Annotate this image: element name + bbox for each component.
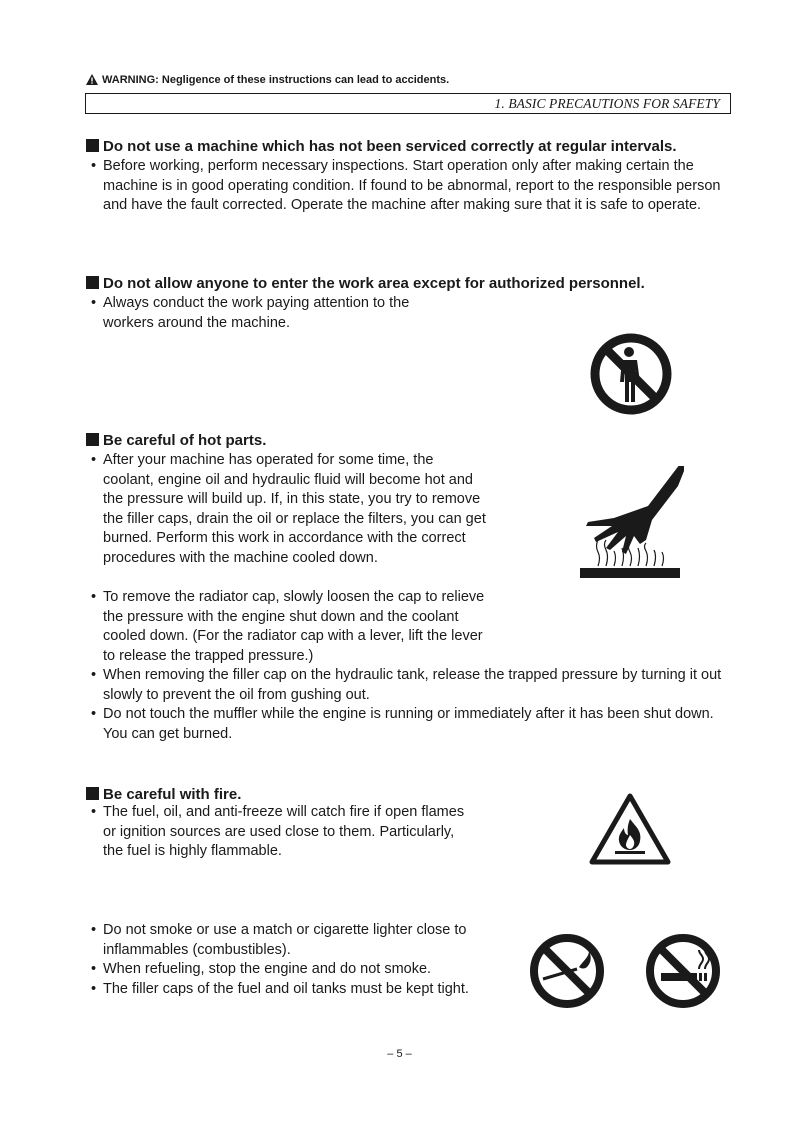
bullet-item xyxy=(91,157,723,216)
bullet-text: To remove the radiator cap, slowly loosen the cap to relieve the pressure with the engine shut down and the coolant cooled down. (For the radiator cap with a lever, lift the lever to release the trapped pressure.) xyxy=(103,589,485,664)
no-smoking-icon xyxy=(645,933,721,1009)
bullet-dot: • xyxy=(91,981,97,997)
bullet-item xyxy=(91,294,446,333)
section-title: 1. BASIC PRECAUTIONS FOR SAFETY xyxy=(494,96,720,111)
page-number: – 5 – xyxy=(387,1048,412,1060)
heading-text: Do not use a machine which has not been serviced correctly at regular intervals. xyxy=(103,138,677,155)
bullet-item xyxy=(91,921,486,960)
bullet-dot: • xyxy=(91,158,97,174)
bullet-item xyxy=(91,451,486,569)
bullet-dot: • xyxy=(91,706,97,722)
bullet-text: The fuel, oil, and anti-freeze will catch fire if open flames or ignition sources are used close to them. Particularly, the fuel is highly flammable. xyxy=(103,804,465,860)
bullet-text: Do not touch the muffler while the engine is running or immediately after it has been shut down. You can get burned. xyxy=(103,706,714,742)
warning-text: WARNING: Negligence of these instructions can lead to accidents. xyxy=(102,74,450,86)
section-title-box xyxy=(85,93,731,114)
bullet-dot: • xyxy=(91,452,97,468)
flammable-warning-icon xyxy=(589,793,671,865)
heading-text: Do not allow anyone to enter the work area except for authorized personnel. xyxy=(103,275,645,292)
heading-text: Be careful with fire. xyxy=(103,786,242,803)
section-heading-authorized-personnel xyxy=(86,275,645,292)
bullet-text: After your machine has operated for some time, the coolant, engine oil and hydraulic fluid will become hot and the pressure will build up. If, in this state, you try to remove the filler caps, drain the oil or replace the filters, you can get burned. Perform this work in accordance with the correct procedures with the machine cooled down. xyxy=(103,452,486,566)
bullet-text: Do not smoke or use a match or cigarette lighter close to inflammables (combustibles). xyxy=(103,922,467,958)
bullet-item xyxy=(91,666,736,705)
bullet-dot: • xyxy=(91,589,97,605)
section-heading-fire xyxy=(86,786,241,803)
section-heading-hot-parts xyxy=(86,432,266,449)
section-heading-servicing xyxy=(86,138,677,155)
no-entry-person-icon xyxy=(589,332,673,416)
square-bullet-icon xyxy=(86,787,99,800)
heading-text: Be careful of hot parts. xyxy=(103,432,267,449)
square-bullet-icon xyxy=(86,276,99,289)
bullet-text: Always conduct the work paying attention to the workers around the machine. xyxy=(103,295,410,331)
bullet-dot: • xyxy=(91,667,97,683)
bullet-text: The filler caps of the fuel and oil tanks must be kept tight. xyxy=(103,981,469,997)
warning-notice xyxy=(86,74,449,86)
bullet-dot: • xyxy=(91,295,97,311)
bullet-item xyxy=(91,705,723,744)
no-open-flame-icon xyxy=(529,933,605,1009)
bullet-item xyxy=(91,980,486,1000)
hot-surface-hand-icon xyxy=(578,466,684,580)
bullet-item xyxy=(91,960,486,980)
bullet-item xyxy=(91,588,486,666)
bullet-item xyxy=(91,803,466,862)
bullet-dot: • xyxy=(91,804,97,820)
square-bullet-icon xyxy=(86,139,99,152)
bullet-text: When refueling, stop the engine and do not smoke. xyxy=(103,961,432,977)
bullet-dot: • xyxy=(91,961,97,977)
bullet-text: When removing the filler cap on the hydraulic tank, release the trapped pressure by turning it out slowly to prevent the oil from gushing out. xyxy=(103,667,722,703)
bullet-dot: • xyxy=(91,922,97,938)
bullet-text: Before working, perform necessary inspections. Start operation only after making certain the machine is in good operating condition. If found to be abnormal, report to the responsible person and have the fault corrected. Operate the machine after making sure that it is safe to operate. xyxy=(103,158,721,214)
square-bullet-icon xyxy=(86,433,99,446)
warning-triangle-icon xyxy=(86,74,98,85)
